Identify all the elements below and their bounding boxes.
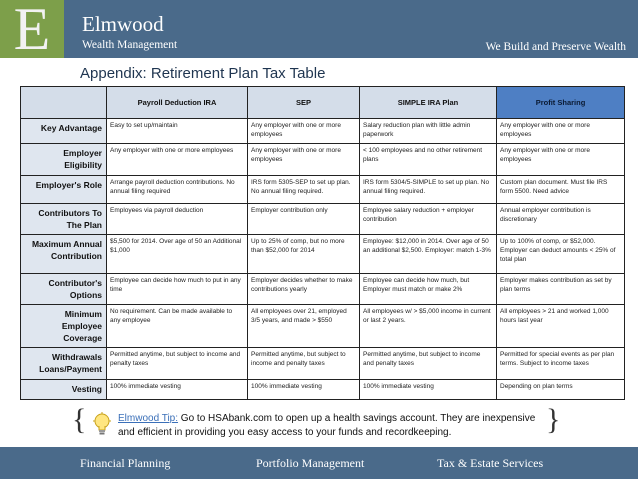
- table-cell: Depending on plan terms: [497, 380, 625, 400]
- row-label: Contributors To The Plan: [21, 204, 107, 235]
- table-cell: Employer makes contribution as set by plan terms: [497, 274, 625, 305]
- table-row: [21, 274, 625, 305]
- table-row: [21, 235, 625, 274]
- row-label: Key Advantage: [21, 119, 107, 144]
- tip-label: Elmwood Tip:: [118, 413, 179, 424]
- logo: [0, 0, 64, 62]
- table-cell: 100% immediate vesting: [360, 380, 497, 400]
- table-header-row: [21, 87, 625, 119]
- column-header: Profit Sharing: [497, 87, 625, 119]
- table-cell: All employees > 21 and worked 1,000 hours last year: [497, 305, 625, 348]
- table-row: [21, 204, 625, 235]
- table-row: [21, 348, 625, 380]
- row-label: Contributor's Options: [21, 274, 107, 305]
- table-cell: Permitted for special events as per plan terms. Subject to income taxes: [497, 348, 625, 380]
- lightbulb-icon: [92, 412, 112, 436]
- table-cell: Custom plan document. Must file IRS form 5500. Need advice: [497, 176, 625, 204]
- tip-body: Go to HSAbank.com to open up a health savings account. They are inexpensive and efficient in providing you easy access to your funds and recordkeeping.: [118, 413, 536, 438]
- column-header: SEP: [248, 87, 360, 119]
- table-corner: [21, 87, 107, 119]
- tip-text: [118, 412, 538, 440]
- table-row: [21, 119, 625, 144]
- footer-item-financial-planning: Financial Planning: [80, 456, 171, 470]
- table-cell: Salary reduction plan with little admin paperwork: [360, 119, 497, 144]
- retirement-plan-table: [20, 86, 625, 400]
- table-cell: Employer contribution only: [248, 204, 360, 235]
- row-label: Employer's Role: [21, 176, 107, 204]
- brand-name: Elmwood: [82, 12, 164, 36]
- table-row: [21, 305, 625, 348]
- table-cell: All employees w/ > $5,000 income in current or last 2 years.: [360, 305, 497, 348]
- table-row: [21, 176, 625, 204]
- row-label: Vesting: [21, 380, 107, 400]
- table-cell: Employee salary reduction + employer contribution: [360, 204, 497, 235]
- table-row: [21, 144, 625, 176]
- right-brace: }: [546, 403, 561, 436]
- table-cell: Any employer with one or more employees: [248, 119, 360, 144]
- header-bar: [0, 0, 638, 62]
- table-cell: Permitted anytime, but subject to income and penalty taxes: [248, 348, 360, 380]
- table-cell: IRS form 5305-SEP to set up plan. No annual filing required.: [248, 176, 360, 204]
- row-label: Maximum Annual Contribution: [21, 235, 107, 274]
- page-title: Appendix: Retirement Plan Tax Table: [80, 65, 326, 82]
- table-cell: Any employer with one or more employees: [497, 119, 625, 144]
- table-cell: Employee: $12,000 in 2014. Over age of 50 an additional $2,500. Employer: match 1-3%: [360, 235, 497, 274]
- table-cell: Permitted anytime, but subject to income and penalty taxes: [107, 348, 248, 380]
- table-cell: IRS form 5304/5-SIMPLE to set up plan. No annual filing required.: [360, 176, 497, 204]
- table-cell: Any employer with one or more employees: [107, 144, 248, 176]
- table-cell: Up to 100% of comp, or $52,000. Employer can deduct amounts < 25% of total plan: [497, 235, 625, 274]
- brand-subtitle: Wealth Management: [82, 39, 178, 51]
- table-cell: < 100 employees and no other retirement plans: [360, 144, 497, 176]
- table-cell: No requirement. Can be made available to any employee: [107, 305, 248, 348]
- table-cell: Permitted anytime, but subject to income and penalty taxes: [360, 348, 497, 380]
- column-header: Payroll Deduction IRA: [107, 87, 248, 119]
- table-cell: Any employer with one or more employees: [248, 144, 360, 176]
- table-cell: Easy to set up/maintain: [107, 119, 248, 144]
- footer-item-portfolio-management: Portfolio Management: [256, 456, 365, 470]
- footer-item-tax-estate: Tax & Estate Services: [437, 456, 544, 470]
- row-label: Minimum Employee Coverage: [21, 305, 107, 348]
- row-label: Withdrawals Loans/Payment: [21, 348, 107, 380]
- table-cell: Any employer with one or more employees: [497, 144, 625, 176]
- table-cell: Employee can decide how much to put in any time: [107, 274, 248, 305]
- table-cell: Arrange payroll deduction contributions. No annual filing required: [107, 176, 248, 204]
- table-cell: Employer decides whether to make contributions yearly: [248, 274, 360, 305]
- table-cell: Up to 25% of comp, but no more than $52,000 for 2014: [248, 235, 360, 274]
- table-cell: $5,500 for 2014. Over age of 50 an Additional $1,000: [107, 235, 248, 274]
- table-cell: Employee can decide how much, but Employer must match or make 2%: [360, 274, 497, 305]
- table-cell: 100% immediate vesting: [248, 380, 360, 400]
- table-cell: Employees via payroll deduction: [107, 204, 248, 235]
- logo-letter: E: [13, 0, 51, 62]
- tagline: We Build and Preserve Wealth: [485, 41, 626, 53]
- table-cell: All employees over 21, employed 3/5 years, and made > $550: [248, 305, 360, 348]
- table-cell: Annual employer contribution is discretionary: [497, 204, 625, 235]
- footer-bar: [0, 447, 638, 479]
- table-row: [21, 380, 625, 400]
- row-label: Employer Eligibility: [21, 144, 107, 176]
- left-brace: {: [72, 403, 87, 436]
- table-cell: 100% immediate vesting: [107, 380, 248, 400]
- column-header: SIMPLE IRA Plan: [360, 87, 497, 119]
